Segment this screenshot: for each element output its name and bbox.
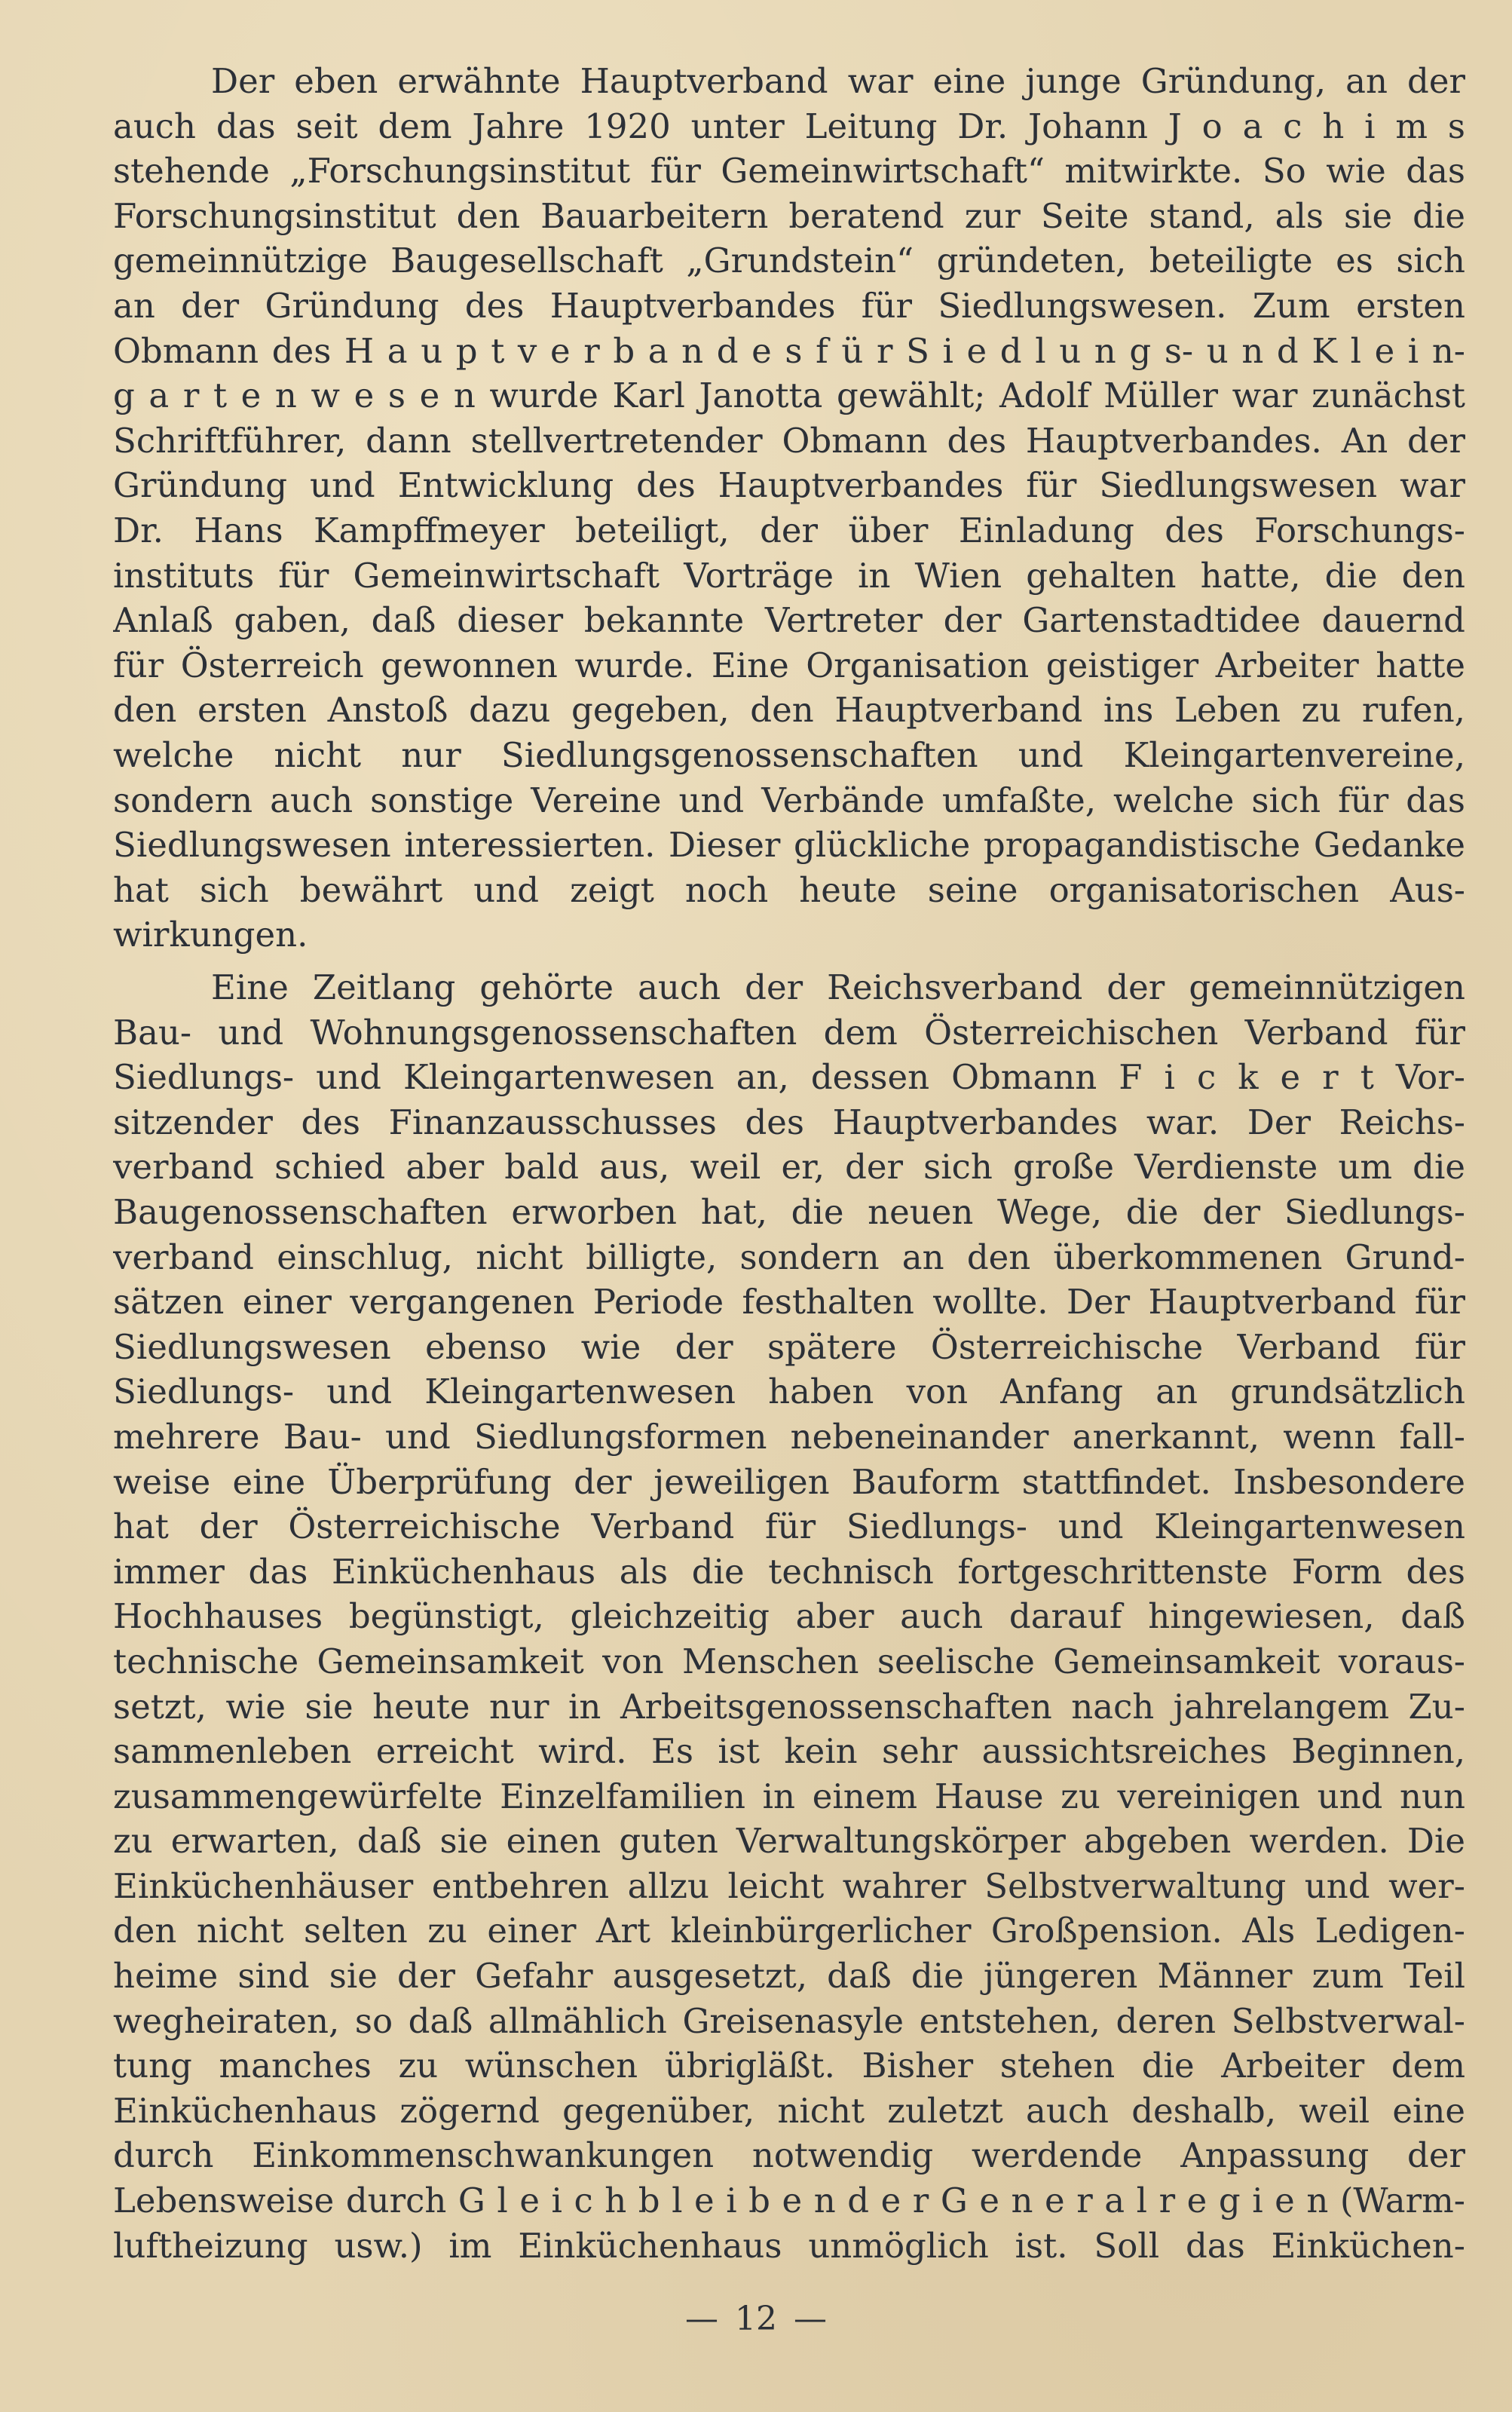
text-line: sondern auch sonstige Vereine und Verbände umfaßte, welche sich für das <box>113 780 1465 820</box>
text-line: weise eine Überprüfung der jeweiligen Bauform stattfindet. Insbesondere <box>113 1461 1465 1502</box>
text-line: Der eben erwähnte Hauptverband war eine junge Gründung, an der <box>211 61 1465 101</box>
text-line: instituts für Gemeinwirtschaft Vorträge in Wien gehalten hatte, die den <box>113 555 1465 596</box>
text-line: sammenleben erreicht wird. Es ist kein sehr aussichtsreiches Beginnen, <box>113 1731 1465 1772</box>
text-line: g a r t e n w e s e n wurde Karl Janotta gewählt; Adolf Müller war zunächst <box>113 375 1465 416</box>
text-line: sitzender des Finanzausschusses des Hauptverbandes war. Der Reichs- <box>113 1102 1465 1142</box>
paragraph-1 <box>113 59 1465 958</box>
text-line: tung manches zu wünschen übrigläßt. Bisher stehen die Arbeiter dem <box>113 2046 1465 2086</box>
page-number-dash-left: — <box>685 2300 718 2338</box>
text-line: den ersten Anstoß dazu gegeben, den Hauptverband ins Leben zu rufen, <box>113 690 1465 731</box>
text-line: Forschungsinstitut den Bauarbeitern beratend zur Seite stand, als sie die <box>113 195 1465 236</box>
text-line: hat der Österreichische Verband für Siedlungs- und Kleingartenwesen <box>113 1506 1465 1547</box>
paragraph-2 <box>113 965 1465 2268</box>
text-line: luftheizung usw.) im Einküchenhaus unmöglich ist. Soll das Einküchen- <box>113 2225 1465 2266</box>
text-line: Schriftführer, dann stellvertretender Obmann des Hauptverbandes. An der <box>113 420 1465 461</box>
text-line: verband schied aber bald aus, weil er, der sich große Verdienste um die <box>113 1147 1465 1188</box>
text-line: an der Gründung des Hauptverbandes für Siedlungswesen. Zum ersten <box>113 285 1465 326</box>
text-line: Dr. Hans Kampffmeyer beteiligt, der über Einladung des Forschungs- <box>113 510 1465 550</box>
text-line: Bau- und Wohnungsgenossenschaften dem Österreichischen Verband für <box>113 1012 1465 1053</box>
text-line: gemeinnützige Baugesellschaft „Grundstein“ gründeten, beteiligte es sich <box>113 241 1465 281</box>
text-line: Siedlungswesen ebenso wie der spätere Österreichische Verband für <box>113 1326 1465 1367</box>
text-line: technische Gemeinsamkeit von Menschen seelische Gemeinsamkeit voraus- <box>113 1641 1465 1681</box>
text-line: sätzen einer vergangenen Periode festhalten wollte. Der Hauptverband für <box>113 1282 1465 1322</box>
text-line: Siedlungs- und Kleingartenwesen haben von Anfang an grundsätzlich <box>113 1371 1465 1412</box>
text-line: Siedlungswesen interessierten. Dieser glückliche propagandistische Gedanke <box>113 825 1465 866</box>
text-line: setzt, wie sie heute nur in Arbeitsgenossenschaften nach jahrelangem Zu- <box>113 1686 1465 1727</box>
text-line: durch Einkommenschwankungen notwendig werdende Anpassung der <box>113 2135 1465 2176</box>
page-number-dash-right: — <box>794 2300 827 2338</box>
text-line: Eine Zeitlang gehörte auch der Reichsverband der gemeinnützigen <box>211 967 1465 1007</box>
text-line: den nicht selten zu einer Art kleinbürgerlicher Großpension. Als Ledigen- <box>113 1911 1465 1951</box>
text-line: wegheiraten, so daß allmählich Greisenasyle entstehen, deren Selbstverwal- <box>113 2000 1465 2041</box>
text-line: zusammengewürfelte Einzelfamilien in einem Hause zu vereinigen und nun <box>113 1776 1465 1816</box>
text-line: Einküchenhaus zögernd gegenüber, nicht zuletzt auch deshalb, weil eine <box>113 2090 1465 2131</box>
text-line: Lebensweise durch G l e i c h b l e i b e n d e r G e n e r a l r e g i e n (Warm- <box>113 2181 1465 2221</box>
text-line: Anlaß gaben, daß dieser bekannte Vertreter der Gartenstadtidee dauernd <box>113 600 1465 641</box>
text-line: immer das Einküchenhaus als die technisch fortgeschrittenste Form des <box>113 1551 1465 1592</box>
text-line: hat sich bewährt und zeigt noch heute seine organisatorischen Aus- <box>113 869 1465 910</box>
text-line: für Österreich gewonnen wurde. Eine Organisation geistiger Arbeiter hatte <box>113 645 1465 685</box>
text-line: Baugenossenschaften erworben hat, die neuen Wege, die der Siedlungs- <box>113 1191 1465 1232</box>
text-line: Gründung und Entwicklung des Hauptverbandes für Siedlungswesen war <box>113 465 1465 506</box>
text-line: zu erwarten, daß sie einen guten Verwaltungskörper abgeben werden. Die <box>113 1821 1465 1862</box>
page-number: 12 <box>735 2300 777 2338</box>
text-line: mehrere Bau- und Siedlungsformen nebeneinander anerkannt, wenn fall- <box>113 1416 1465 1457</box>
text-line: Hochhauses begünstigt, gleichzeitig aber auch darauf hingewiesen, daß <box>113 1596 1465 1637</box>
text-line: Einküchenhäuser entbehren allzu leicht wahrer Selbstverwaltung und wer- <box>113 1865 1465 1906</box>
text-line: stehende „Forschungsinstitut für Gemeinwirtschaft“ mitwirkte. So wie das <box>113 151 1465 192</box>
text-line: welche nicht nur Siedlungsgenossenschaften und Kleingartenvereine, <box>113 734 1465 775</box>
page-number-footer <box>0 2300 1512 2338</box>
text-line: auch das seit dem Jahre 1920 unter Leitung Dr. Johann J o a c h i m s <box>113 106 1465 146</box>
text-line: Siedlungs- und Kleingartenwesen an, dessen Obmann F i c k e r t Vor- <box>113 1057 1465 1098</box>
text-line: heime sind sie der Gefahr ausgesetzt, daß die jüngeren Männer zum Teil <box>113 1956 1465 1997</box>
text-line: Obmann des H a u p t v e r b a n d e s f ü r S i e d l u n g s- u n d K l e i n- <box>113 330 1465 371</box>
text-line: verband einschlug, nicht billigte, sondern an den überkommenen Grund- <box>113 1237 1465 1277</box>
text-line: wirkungen. <box>113 915 308 955</box>
